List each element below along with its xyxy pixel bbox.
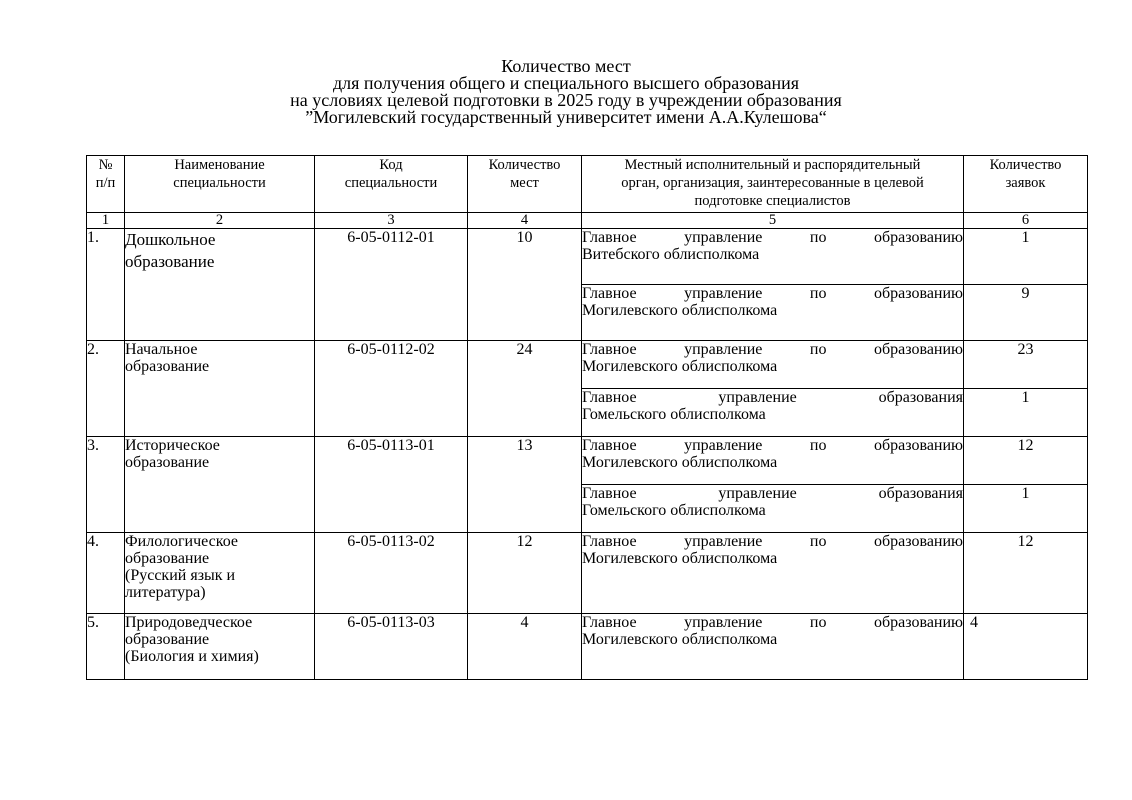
column-number: 2	[125, 213, 315, 229]
applications-count: 1	[964, 485, 1088, 533]
column-number-row	[87, 213, 1088, 229]
specialty-code: 6-05-0113-01	[315, 437, 468, 533]
column-number: 5	[582, 213, 964, 229]
places-count: 4	[468, 614, 582, 680]
specialty-code: 6-05-0112-02	[315, 341, 468, 437]
applications-count: 12	[964, 533, 1088, 614]
places-count: 10	[468, 229, 582, 341]
column-number: 3	[315, 213, 468, 229]
header-row	[87, 156, 1088, 213]
table-row	[87, 437, 1088, 485]
specialty-name: Начальное образование	[125, 341, 315, 437]
specialty-name: Природоведческое образование (Биология и химия)	[125, 614, 315, 680]
applications-count: 1	[964, 229, 1088, 285]
row-number: 2.	[87, 341, 125, 437]
row-number: 4.	[87, 533, 125, 614]
document-title	[0, 58, 1132, 126]
organization: Главное управление образования Гомельского облисполкома	[582, 389, 964, 437]
table-row	[87, 229, 1088, 285]
header-places-count: Количество мест	[468, 156, 582, 213]
applications-count: 12	[964, 437, 1088, 485]
header-applications-count: Количество заявок	[964, 156, 1088, 213]
specialty-name: Дошкольное образование	[125, 229, 315, 341]
applications-count: 1	[964, 389, 1088, 437]
places-count: 24	[468, 341, 582, 437]
table-row	[87, 341, 1088, 389]
specialty-code: 6-05-0113-03	[315, 614, 468, 680]
title-line: на условиях целевой подготовки в 2025 году в учреждении образования	[290, 90, 842, 110]
header-organization: Местный исполнительный и распорядительный орган, организация, заинтересованные в целевой подготовке специалистов	[582, 156, 964, 213]
row-number: 3.	[87, 437, 125, 533]
applications-count: 23	[964, 341, 1088, 389]
header-num: № п/п	[87, 156, 125, 213]
places-count: 13	[468, 437, 582, 533]
organization: Главное управление по образованию Могилевского облисполкома	[582, 533, 964, 614]
specialty-name: Филологическое образование (Русский язык и литература)	[125, 533, 315, 614]
row-number: 1.	[87, 229, 125, 341]
row-number: 5.	[87, 614, 125, 680]
places-table	[86, 155, 1088, 680]
table-row	[87, 614, 1088, 680]
header-specialty-name: Наименование специальности	[125, 156, 315, 213]
organization: Главное управление по образованию Могилевского облисполкома	[582, 341, 964, 389]
organization: Главное управление по образованию Могилевского облисполкома	[582, 437, 964, 485]
organization: Главное управление образования Гомельского облисполкома	[582, 485, 964, 533]
column-number: 4	[468, 213, 582, 229]
organization: Главное управление по образованию Могилевского облисполкома	[582, 614, 964, 680]
organization: Главное управление по образованию Могилевского облисполкома	[582, 285, 964, 341]
title-line: ”Могилевский государственный университет имени А.А.Кулешова“	[305, 107, 827, 127]
column-number: 6	[964, 213, 1088, 229]
places-count: 12	[468, 533, 582, 614]
header-specialty-code: Код специальности	[315, 156, 468, 213]
applications-count: 4	[964, 614, 1088, 680]
specialty-name: Историческое образование	[125, 437, 315, 533]
table-row	[87, 533, 1088, 614]
specialty-code: 6-05-0112-01	[315, 229, 468, 341]
title-line: для получения общего и специального высшего образования	[332, 73, 800, 93]
organization: Главное управление по образованию Витебского облисполкома	[582, 229, 964, 285]
applications-count: 9	[964, 285, 1088, 341]
column-number: 1	[87, 213, 125, 229]
title-line: Количество мест	[501, 56, 631, 76]
specialty-code: 6-05-0113-02	[315, 533, 468, 614]
